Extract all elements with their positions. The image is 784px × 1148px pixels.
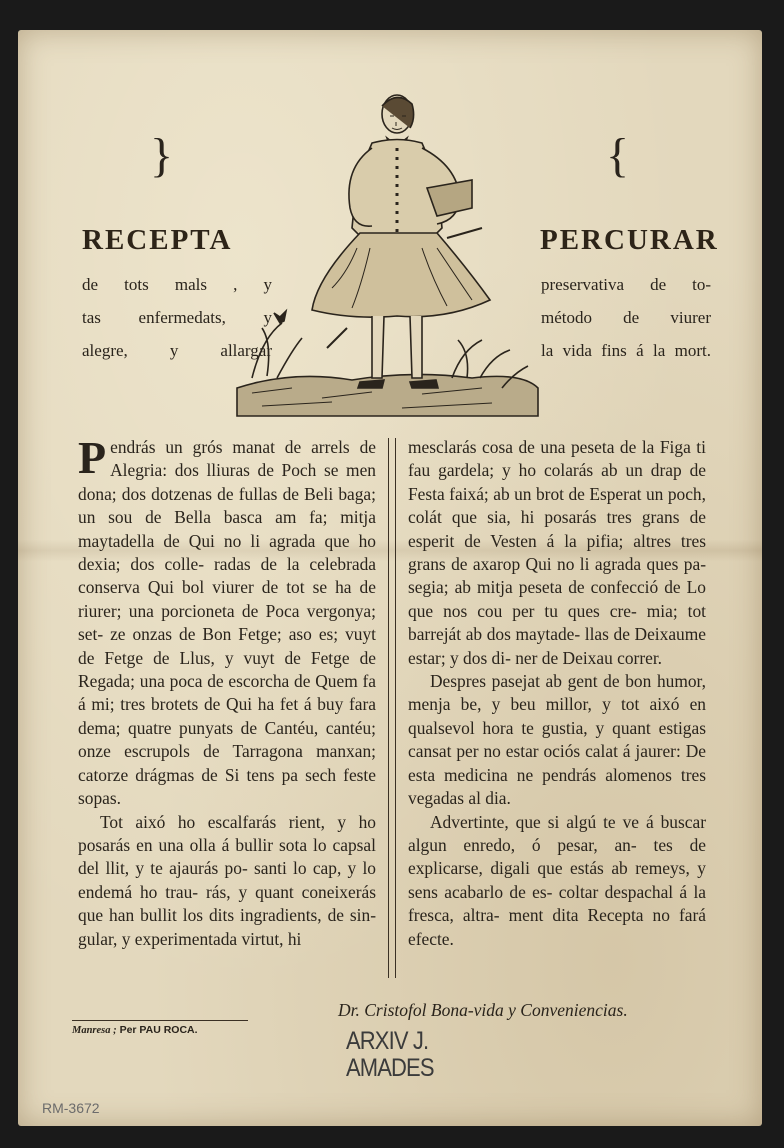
text-line: ze onzas de Bon Fetge; aso es; vuyt xyxy=(110,624,376,645)
text-line: coltar despachal á la fresca, altra- xyxy=(408,881,706,926)
catalog-number: RM-3672 xyxy=(42,1100,100,1116)
recipe-paragraph-2 xyxy=(78,811,376,951)
text-line: ab remeys, y sens acabarlo de es- xyxy=(408,858,706,902)
subtitle-left-line: de tots mals , y xyxy=(82,275,272,294)
text-line: gustia, y quant estigas cansat per xyxy=(408,717,706,762)
text-line: de Vesten á la pifia; altres tres grans xyxy=(408,530,706,575)
text-line: de Alegria: dos lliuras de Poch xyxy=(110,437,376,481)
text-line: catorze drágmas de Si tens pa sech xyxy=(78,764,337,785)
text-line: ab un drap de Festa faixá; ab un xyxy=(408,460,706,504)
text-line: segia; ab mitja peseta de confecció xyxy=(408,577,659,598)
imprint-place: Manresa ; xyxy=(72,1025,117,1036)
stamp-line-2: AMADES xyxy=(346,1054,434,1082)
text-line: radas de la celebrada conserva Qui xyxy=(78,554,377,598)
text-line: gular, y experimentada virtut, hi xyxy=(78,928,302,949)
text-line: sia, hi posarás tres grans de esperit xyxy=(408,507,706,551)
dropcap-letter: P xyxy=(78,432,107,483)
subtitle-left-line: alegre, y allargar xyxy=(82,341,272,360)
text-line: humor, menja be, y beu millor, xyxy=(408,671,706,715)
text-line: santi lo cap, y lo endemá ho trau- xyxy=(78,858,376,902)
text-line: Advertinte, que si algú te ve á xyxy=(430,811,654,832)
text-line: Quem fa á mi; tres brotets de Qui xyxy=(78,671,377,715)
text-line: am fa; mitja maytadella de Qui no xyxy=(78,507,376,551)
recipe-paragraph-4 xyxy=(408,670,706,810)
text-line: rás, y quant coneixerás que han xyxy=(78,881,376,926)
text-line: tres vegadas al dia. xyxy=(408,764,706,809)
text-line: bol viurer de tot se ha de riurer; una xyxy=(78,577,376,621)
text-line: ha fet á buy fara dema; quatre xyxy=(78,694,376,738)
text-line: ment dita Recepta no fará efecte. xyxy=(408,905,706,949)
text-line: se men dona; dos dotzenas de fullas xyxy=(78,460,376,504)
column-divider-rule xyxy=(388,438,396,978)
recipe-paragraph-1 xyxy=(78,432,377,811)
text-line: brot de Esperat un poch, colát que xyxy=(408,483,706,528)
text-line: porcioneta de Poca vergonya; set- xyxy=(78,600,376,645)
text-line: de axarop Qui no li agrada ques pa- xyxy=(451,554,706,575)
text-line: Despres pasejat ab gent de bon xyxy=(430,671,652,692)
text-line: de Lo que nos cou per tu ques cre- xyxy=(408,577,706,621)
woodcut-gentleman-illustration xyxy=(232,88,542,418)
subtitle-right-line: método de viurer xyxy=(541,308,711,327)
printer-imprint xyxy=(72,1020,248,1036)
text-line: escrupols de Tarragona manxan; xyxy=(124,741,376,762)
doctor-signature: Dr. Cristofol Bona-vida y Conveniencias. xyxy=(338,1000,628,1020)
subtitle-right-line: preservativa de to- xyxy=(541,275,711,294)
subtitle-right xyxy=(541,268,711,367)
right-brace-ornament: { xyxy=(606,129,630,182)
text-line: de Fetge de Llus, y vuyt de Fetge xyxy=(78,647,350,668)
text-line: de Regada; una poca de escorcha de xyxy=(78,647,376,692)
left-brace-ornament: } xyxy=(150,129,174,182)
text-line: endrás un grós manat de arrels xyxy=(110,437,350,457)
title-percurar: PERCURAR xyxy=(540,224,719,256)
text-line: y tot aixó en qualsevol hora te xyxy=(408,694,706,738)
text-line: Figa ti fau gardela; y ho colarás xyxy=(408,437,706,481)
archive-stamp xyxy=(346,1028,458,1088)
recipe-right-column xyxy=(408,436,706,951)
stamp-line-1: ARXIV J. xyxy=(346,1027,429,1055)
text-line: Tot aixó ho escalfarás rient, y xyxy=(100,811,347,832)
text-line: tes de explicarse, digali que estás xyxy=(408,834,706,879)
text-line: ner de Deixau correr. xyxy=(515,647,663,668)
text-line: llas de Deixaume estar; y dos di- xyxy=(408,624,706,668)
text-line: mesclarás cosa de una peseta de la xyxy=(408,437,655,457)
subtitle-left-line: tas enfermedats, y xyxy=(82,308,272,327)
text-line: mia; tot barreját ab dos maytade- xyxy=(408,600,706,645)
recipe-paragraph-3 xyxy=(408,436,706,670)
text-line: lo capsal del llit, y te ajaurás po- xyxy=(78,834,376,879)
text-line: buscar algun enredo, ó pesar, an- xyxy=(408,811,706,855)
text-line: bullit los dits ingradients, de sin- xyxy=(140,905,376,926)
text-line: li agrada que ho dexia; dos colle- xyxy=(78,530,376,575)
text-line: ho posarás en una olla á bullir sota xyxy=(78,811,376,855)
text-line: punyats de Cantéu, cantéu; onze xyxy=(78,717,376,762)
text-line: de Beli baga; un sou de Bella basca xyxy=(78,483,376,528)
title-recepta: RECEPTA xyxy=(82,224,233,256)
text-line: no estar ociós calat á jaurer: De xyxy=(483,741,706,762)
subtitle-right-line: la vida fins á la mort. xyxy=(541,341,711,360)
recipe-left-column xyxy=(78,432,377,951)
text-line: esta medicina ne pendrás alomenos xyxy=(408,764,672,785)
text-line: feste sopas. xyxy=(78,764,376,809)
imprint-printer: Per PAU ROCA. xyxy=(119,1024,198,1036)
recipe-paragraph-5 xyxy=(408,811,706,951)
